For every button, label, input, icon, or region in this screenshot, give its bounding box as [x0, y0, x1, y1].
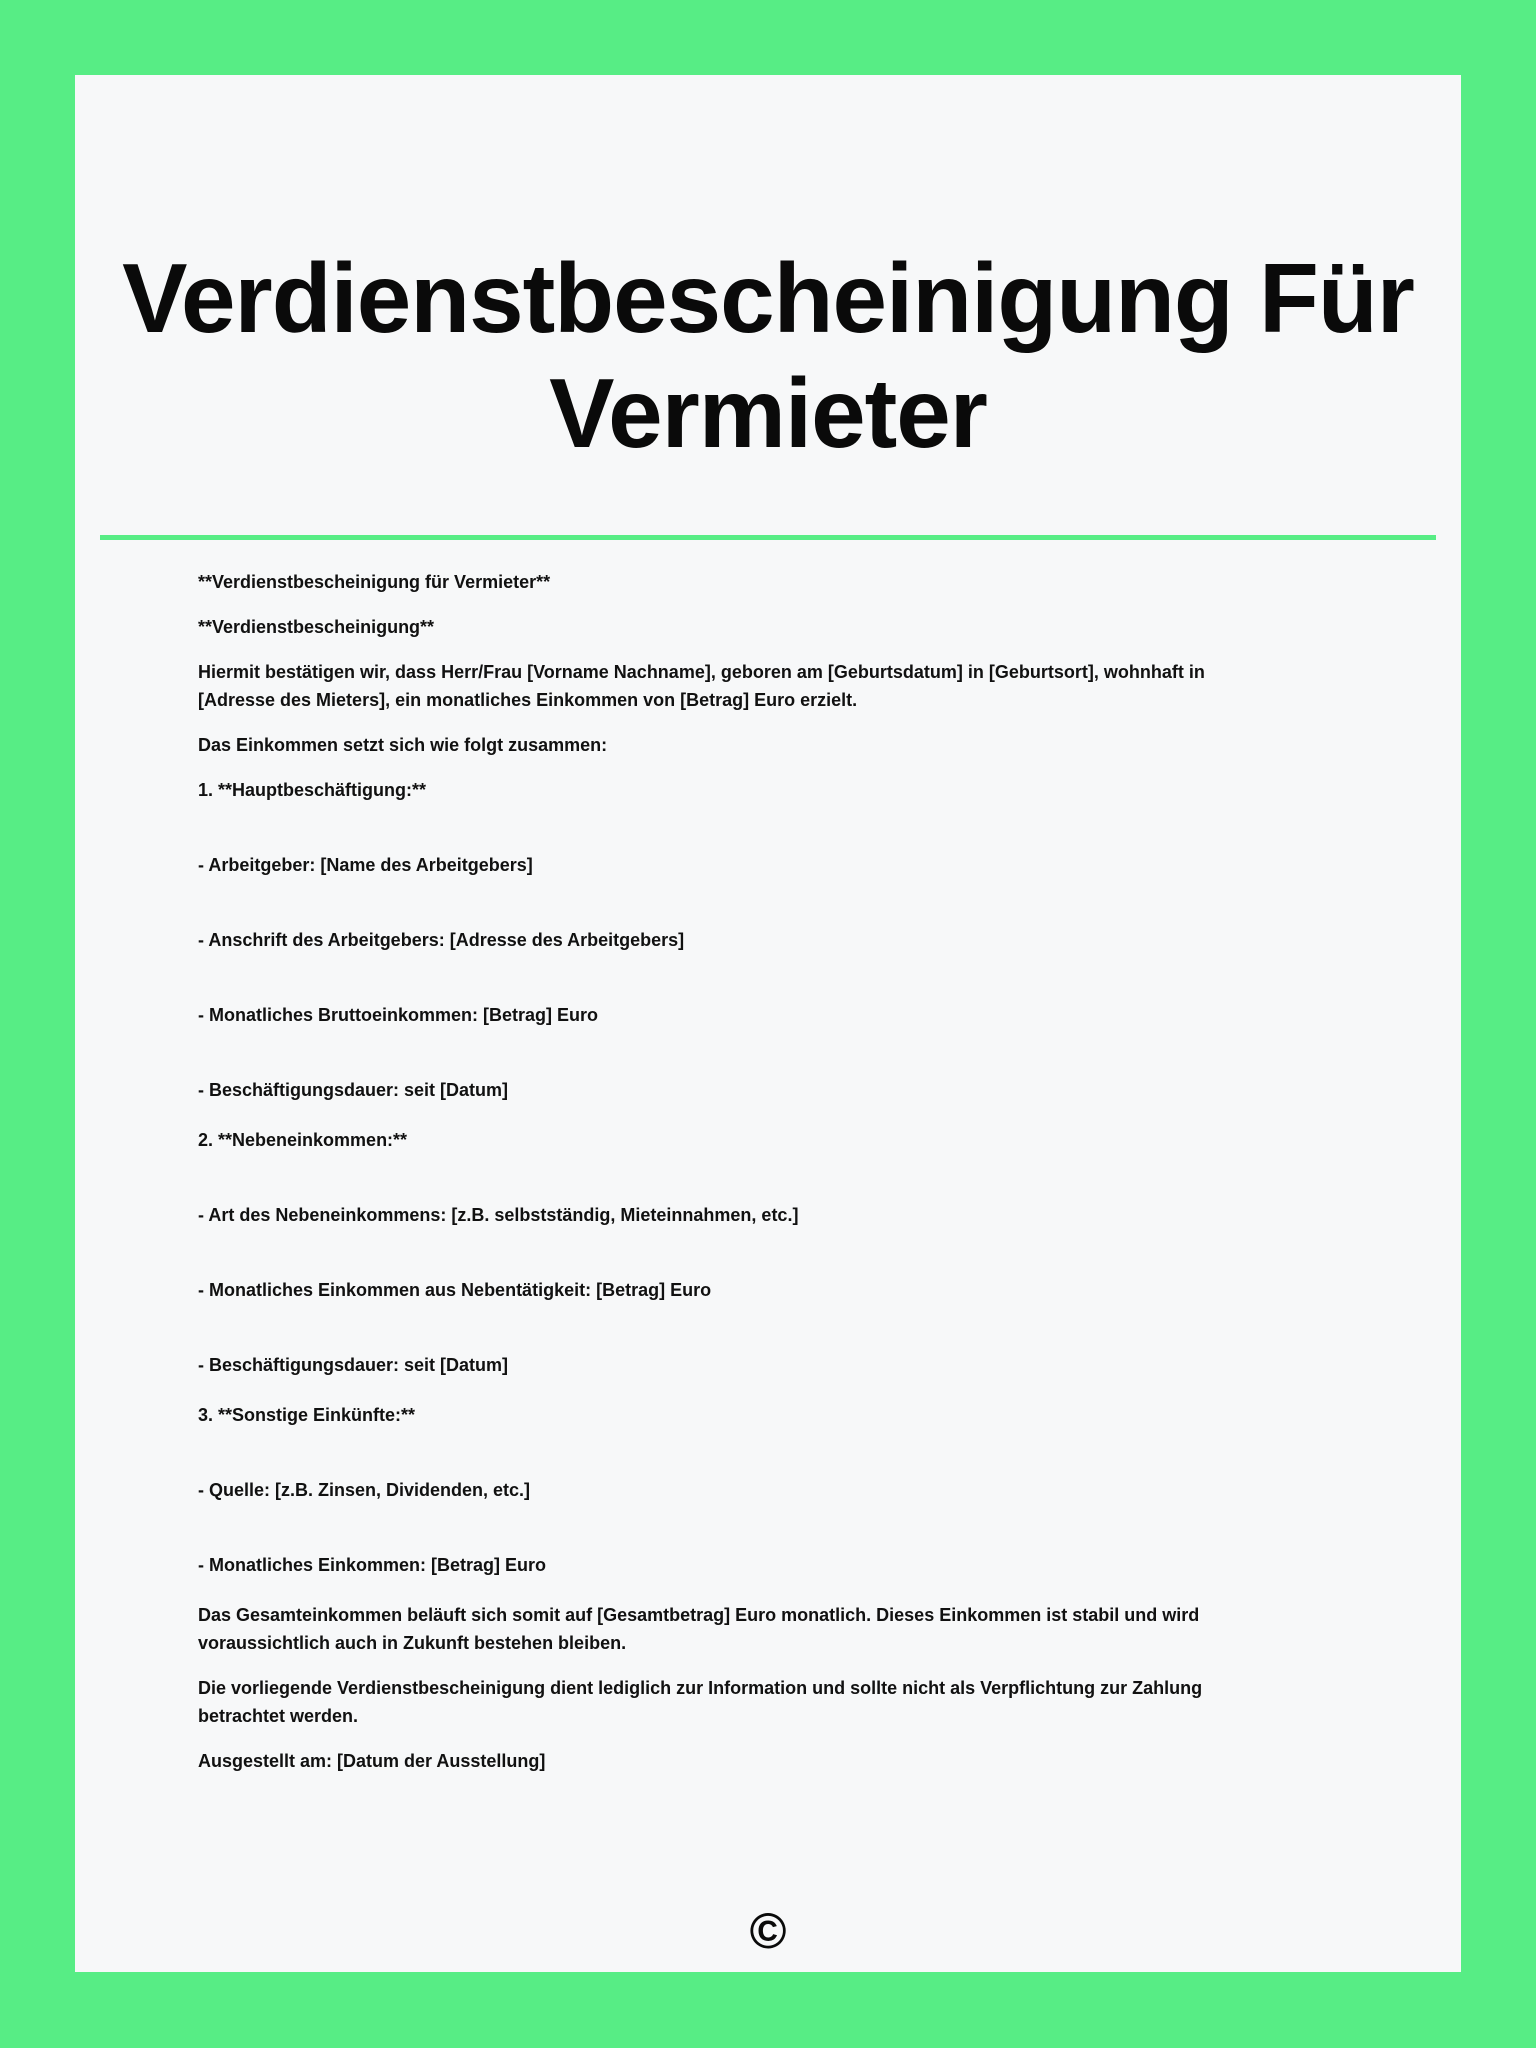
- paragraph: Das Einkommen setzt sich wie folgt zusammen:: [198, 735, 608, 755]
- paragraph: 3. **Sonstige Einkünfte:**: [198, 1405, 416, 1425]
- paragraph: - Beschäftigungsdauer: seit [Datum]: [198, 1080, 509, 1100]
- paragraph: - Monatliches Bruttoeinkommen: [Betrag] Euro: [198, 1005, 599, 1025]
- paragraph: - Monatliches Einkommen aus Nebentätigkeit: [Betrag] Euro: [198, 1280, 712, 1300]
- paragraph: - Monatliches Einkommen: [Betrag] Euro: [198, 1555, 547, 1575]
- page-title: Verdienstbescheinigung Für Vermieter: [122, 243, 1414, 468]
- paragraph: Ausgestellt am: [Datum der Ausstellung]: [198, 1751, 546, 1771]
- paragraph: **Verdienstbescheinigung**: [198, 617, 435, 637]
- title-divider: [100, 535, 1436, 540]
- paragraph: 1. **Hauptbeschäftigung:**: [198, 780, 427, 800]
- paragraph: - Arbeitgeber: [Name des Arbeitgebers]: [198, 855, 533, 875]
- document-body: [198, 568, 1256, 1775]
- paragraph: Die vorliegende Verdienstbescheinigung dient lediglich zur Information und sollte nicht als Verpflichtung zur Zahlung betrachtet werden.: [198, 1678, 1203, 1726]
- paragraph: 2. **Nebeneinkommen:**: [198, 1130, 408, 1150]
- paragraph: - Quelle: [z.B. Zinsen, Dividenden, etc.]: [198, 1480, 531, 1500]
- paragraph: - Anschrift des Arbeitgebers: [Adresse des Arbeitgebers]: [198, 930, 685, 950]
- copyright-symbol: ©: [749, 1903, 787, 1959]
- paragraph: Das Gesamteinkommen beläuft sich somit auf [Gesamtbetrag] Euro monatlich. Dieses Einkommen ist stabil und wird voraussichtlich auch in Zukunft bestehen bleiben.: [198, 1605, 1200, 1653]
- paragraph: Hiermit bestätigen wir, dass Herr/Frau [Vorname Nachname], geboren am [Geburtsdatum] in [Geburtsort], wohnhaft in [Adresse des Mieters], ein monatliches Einkommen von [Betrag] Euro erzielt.: [198, 662, 1205, 710]
- document-card: [75, 75, 1461, 1972]
- paragraph: **Verdienstbescheinigung für Vermieter**: [198, 572, 551, 592]
- paragraph: - Beschäftigungsdauer: seit [Datum]: [198, 1355, 509, 1375]
- paragraph: - Art des Nebeneinkommens: [z.B. selbstständig, Mieteinnahmen, etc.]: [198, 1205, 799, 1225]
